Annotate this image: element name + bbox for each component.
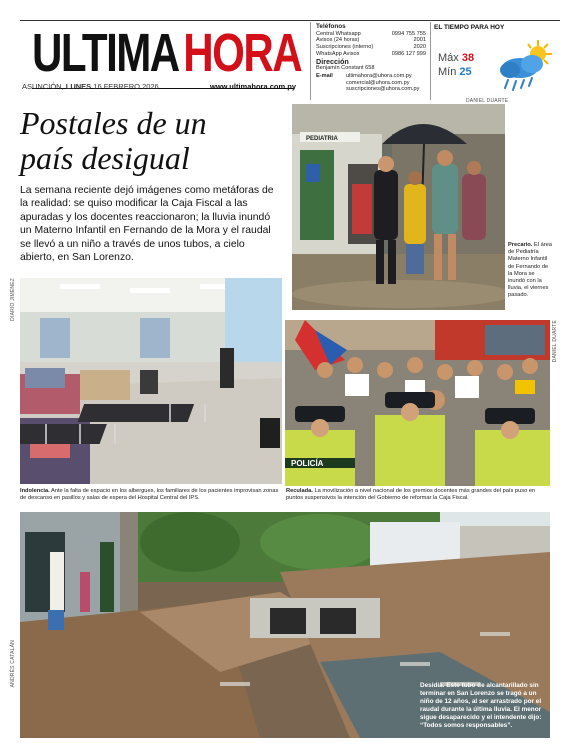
logo-word-hora: HORA bbox=[183, 23, 302, 83]
phone-row bbox=[316, 37, 426, 44]
contact-box bbox=[316, 24, 426, 93]
dateline bbox=[22, 82, 159, 91]
photo-credit: DIARIO JIMÉNEZ bbox=[10, 278, 16, 321]
protest-caption bbox=[286, 488, 550, 502]
phone-row-number: 2001 bbox=[413, 37, 426, 44]
caption-title: Desidia. bbox=[420, 682, 445, 689]
caption-text: Este tubo de alcantarillado sin terminar en San Lorenzo se tragó a un niño de 12 años, al ser arrastrado por el raudal durante la última lluvia. El menor sigue desaparecido y el intendente dijo: “Todos somos responsables”. bbox=[420, 682, 542, 729]
caption-title: Precario. bbox=[508, 242, 533, 248]
dateline-city: ASUNCIÓN, bbox=[22, 82, 64, 91]
police-label: POLICÍA bbox=[291, 459, 324, 468]
weather-box bbox=[434, 24, 560, 100]
divider bbox=[310, 22, 311, 100]
dateline-day: LUNES bbox=[65, 82, 92, 91]
phone-row-name: Avisos (24 horas) bbox=[316, 37, 360, 44]
headline bbox=[20, 106, 280, 176]
protest-photo[interactable] bbox=[285, 320, 550, 486]
flood-photo[interactable] bbox=[292, 104, 505, 310]
lead-paragraph: La semana reciente dejó imágenes como metáforas de la realidad: se quiso modificar la Caja Fiscal a las apuradas y los docentes reaccionaron; la lluvia inundó un Materno Infantil en Fernando de la Mora y el raudal se llevó a un niño a través de unos tubos, a cielo abierto, en San Lorenzo. bbox=[20, 185, 274, 264]
phone-row bbox=[316, 44, 426, 51]
phone-row-number: 2020 bbox=[413, 44, 426, 51]
phone-row-name: Suscripciones (interno) bbox=[316, 44, 374, 51]
divider bbox=[430, 22, 431, 100]
email-label: E-mail bbox=[316, 72, 333, 79]
phones-label: Teléfonos bbox=[316, 23, 346, 30]
headline-line: Postales de un bbox=[20, 105, 207, 141]
phone-row bbox=[316, 31, 426, 38]
caption-text: Ante la falta de espacio en los albergues, los familiares de los pacientes improvisan zonas de descanso en pasillos y salas de espera del Hospital Central del IPS. bbox=[20, 488, 279, 502]
website-link[interactable]: www.ultimahora.com.py bbox=[210, 82, 296, 91]
phone-row-number: 0994 755 755 bbox=[391, 30, 426, 37]
caption-title: Indolencia. bbox=[20, 488, 50, 494]
hospital-photo[interactable] bbox=[20, 278, 282, 484]
hospital-photo-image bbox=[20, 278, 282, 484]
flood-caption bbox=[508, 242, 552, 300]
address-label: Dirección bbox=[316, 56, 349, 66]
logo-word-ultima: ULTIMA bbox=[32, 23, 179, 83]
min-temp bbox=[438, 66, 472, 78]
phone-row-name: WhatsApp Avisos bbox=[316, 50, 360, 57]
email-link[interactable]: suscripciones@uhora.com.py bbox=[346, 86, 420, 93]
caption-text: El área de Pediatría Materno Infantil de Fernando de la Mora se inundó con la lluvia, el viernes pasado. bbox=[508, 242, 552, 299]
masthead bbox=[20, 16, 560, 98]
photo-credit: DANIEL DUARTE bbox=[466, 98, 509, 104]
phone-row-name: Central Whatsapp bbox=[316, 30, 361, 37]
max-temp bbox=[438, 52, 474, 64]
min-value: 25 bbox=[459, 66, 472, 78]
pediatria-sign: PEDIATRIA bbox=[306, 136, 338, 142]
newspaper-logo[interactable] bbox=[32, 23, 302, 83]
max-label: Máx bbox=[438, 52, 459, 64]
max-value: 38 bbox=[461, 52, 475, 64]
drain-caption bbox=[420, 682, 546, 730]
flood-photo-image bbox=[292, 104, 505, 310]
dateline-date: 16 FEBRERO 2026 bbox=[93, 82, 159, 91]
photo-credit: DANIEL DUARTE bbox=[552, 320, 558, 363]
email-link[interactable]: comercial@uhora.com.py bbox=[346, 79, 410, 86]
email-block bbox=[316, 73, 426, 93]
headline-line: país desigual bbox=[20, 140, 190, 176]
weather-title: EL TIEMPO PARA HOY bbox=[434, 24, 505, 31]
hospital-caption bbox=[20, 488, 282, 502]
sun-rain-cloud-icon bbox=[494, 38, 558, 98]
min-label: Mín bbox=[438, 66, 457, 78]
protest-photo-image bbox=[285, 320, 550, 486]
phone-row-number: 0986 127 999 bbox=[391, 50, 426, 57]
caption-title: Reculada. bbox=[286, 488, 313, 494]
caption-text: La movilización a nivel nacional de los gremios docentes más grandes del país puso en puntos suspensivos la intención del Gobierno de reformar la Caja Fiscal. bbox=[286, 488, 536, 502]
photo-credit: ANDRÉS CATALÁN bbox=[10, 640, 16, 688]
email-link[interactable]: ultimahora@uhora.com.py bbox=[346, 72, 412, 79]
address: Benjamín Constant 658 bbox=[316, 65, 375, 72]
